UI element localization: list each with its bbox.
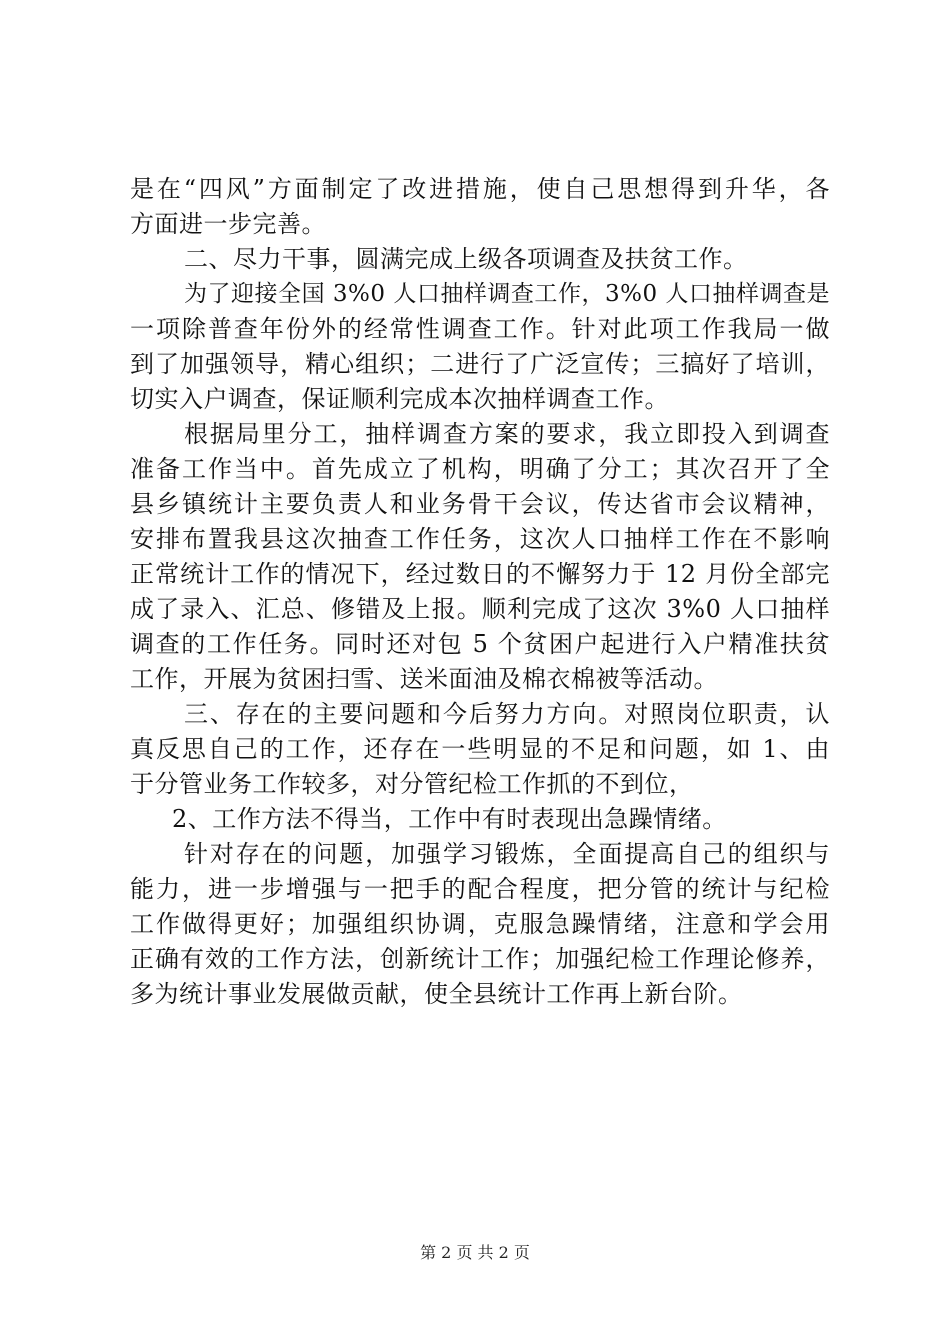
text-line: 针对存在的问题，加强学习锻炼，全面提高自己的组织与 bbox=[184, 840, 830, 868]
text-line: 工作，开展为贫困扫雪、送米面油及棉衣棉被等活动。 bbox=[130, 665, 718, 693]
text-line: 调查的工作任务。同时还对包 5 个贫困户起进行入户精准扶贫 bbox=[130, 630, 830, 658]
page-footer: 第 2 页 共 2 页 bbox=[420, 1243, 530, 1262]
text-line: 正常统计工作的情况下，经过数日的不懈努力于 12 月份全部完 bbox=[130, 560, 830, 588]
text-line: 到了加强领导，精心组织；二进行了广泛宣传；三搞好了培训， bbox=[130, 350, 830, 378]
text-line: 于分管业务工作较多，对分管纪检工作抓的不到位， bbox=[130, 770, 694, 798]
text-line: 是在“四风”方面制定了改进措施，使自己思想得到升华，各 bbox=[130, 175, 830, 203]
text-line: 2、工作方法不得当，工作中有时表现出急躁情绪。 bbox=[172, 805, 727, 833]
text-line: 县乡镇统计主要负责人和业务骨干会议，传达省市会议精神， bbox=[130, 490, 830, 518]
text-line: 根据局里分工，抽样调查方案的要求，我立即投入到调查 bbox=[184, 420, 830, 448]
text-line: 为了迎接全国 3%0 人口抽样调查工作，3%0 人口抽样调查是 bbox=[184, 281, 830, 307]
text-line: 能力，进一步增强与一把手的配合程度，把分管的统计与纪检 bbox=[130, 875, 830, 903]
text-line: 方面进一步完善。 bbox=[130, 210, 326, 238]
text-line: 准备工作当中。首先成立了机构，明确了分工；其次召开了全 bbox=[130, 455, 830, 483]
text-line: 真反思自己的工作，还存在一些明显的不足和问题，如 1、由 bbox=[130, 735, 830, 763]
section-heading: 二、尽力干事，圆满完成上级各项调查及扶贫工作。 bbox=[184, 245, 748, 273]
text-line: 多为统计事业发展做贡献，使全县统计工作再上新台阶。 bbox=[130, 980, 743, 1008]
section-heading: 三、存在的主要问题和今后努力方向。对照岗位职责，认 bbox=[184, 700, 830, 728]
text-line: 工作做得更好；加强组织协调，克服急躁情绪，注意和学会用 bbox=[130, 910, 830, 938]
document-body bbox=[130, 172, 830, 1012]
text-line: 正确有效的工作方法，创新统计工作；加强纪检工作理论修养， bbox=[130, 945, 830, 973]
text-line: 安排布置我县这次抽查工作任务，这次人口抽样工作在不影响 bbox=[130, 525, 830, 553]
text-line: 成了录入、汇总、修错及上报。顺利完成了这次 3%0 人口抽样 bbox=[130, 595, 830, 623]
text-line: 切实入户调查，保证顺利完成本次抽样调查工作。 bbox=[130, 385, 669, 413]
text-line: 一项除普查年份外的经常性调查工作。针对此项工作我局一做 bbox=[130, 315, 830, 343]
